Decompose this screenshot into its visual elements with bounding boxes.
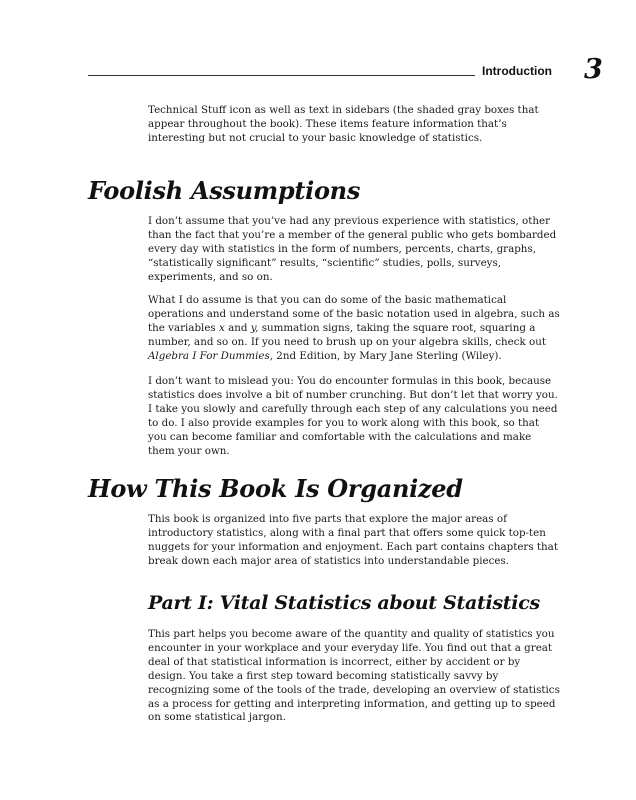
heading-foolish-assumptions: Foolish Assumptions: [88, 176, 361, 205]
intro-paragraph: Technical Stuff icon as well as text in sidebars (the shaded gray boxes that appear throughout the book). These items feature information that’s interesting but not crucial to your basic knowledge of statistics.: [148, 104, 539, 144]
part1-paragraph-1: This part helps you become aware of the quantity and quality of statistics you encounter in your workplace and your everyday life. You find out that a great deal of that statistical information is incorrect, either by accident or by design. You take a first step toward becoming statistically savvy by recognizing some of the tools of the trade, developing an overview of statistics as a process for getting and interpreting information, and getting up to speed on some statistical jargon.: [148, 628, 560, 724]
foolish-paragraph-2: What I do assume is that you can do some of the basic mathematical operations and understand some of the basic notation used in algebra, such as the variables x and y, summation signs, taking the square root, squaring a number, and so on. If you need to brush up on your algebra skills, check out Algebra I For Dummies, 2nd Edition, by Mary Jane Sterling (Wiley).: [148, 294, 560, 362]
book-title: Algebra I For Dummies,: [148, 349, 274, 362]
foolish-paragraph-3: I don’t want to mislead you: You do encounter formulas in this book, because statistics does involve a bit of number crunching. But don’t let that worry you. I take you slowly and carefully through each step of any calculations you need to do. I also provide examples for you to work along with this book, so that you can become familiar and comfortable with the calculations and make them your own.: [148, 375, 558, 457]
organized-paragraph-1: This book is organized into five parts that explore the major areas of introductory statistics, along with a final part that offers some quick top-ten nuggets for your information and enjoyment. Each part contains chapters that break down each major area of statistics into understandable pieces.: [148, 513, 558, 567]
page-number: 3: [584, 54, 603, 85]
variable-y: y,: [250, 321, 259, 334]
header-rule: [88, 75, 475, 76]
foolish-paragraph-1: I don’t assume that you’ve had any previous experience with statistics, other than the fact that you’re a member of the general public who gets bombarded every day with statistics in the form of numbers, percents, charts, graphs, “statistically significant” results, “scientific” studies, polls, surveys, experiments, and so on.: [148, 215, 557, 283]
variable-x: x: [218, 321, 225, 334]
heading-part-1: Part I: Vital Statistics about Statistics: [148, 592, 540, 614]
heading-how-book-organized: How This Book Is Organized: [88, 474, 463, 503]
running-head: Introduction: [482, 64, 552, 78]
